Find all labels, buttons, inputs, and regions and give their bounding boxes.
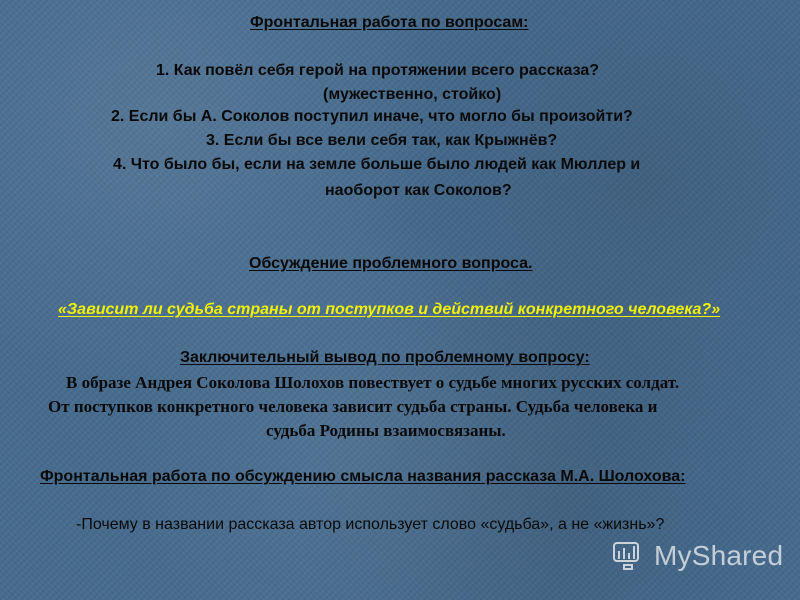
conclusion-line-1: В образе Андрея Соколова Шолохов повествует о судьбе многих русских солдат. (66, 373, 680, 392)
page-title: Фронтальная работа по вопросам: (250, 14, 529, 31)
watermark-text: MyShared (654, 540, 784, 571)
question-1: 1. Как повёл себя герой на протяжении всего рассказа? (156, 62, 600, 79)
question-4-continuation: наоборот как Соколов? (325, 182, 512, 199)
myshared-logo-icon (612, 539, 646, 573)
conclusion-heading: Заключительный вывод по проблемному вопросу: (180, 349, 590, 366)
final-question: -Почему в названии рассказа автор использует слово «судьба», а не «жизнь»? (76, 516, 665, 533)
conclusion-line-3: судьба Родины взаимосвязаны. (266, 421, 506, 440)
discussion-heading: Обсуждение проблемного вопроса. (249, 255, 533, 272)
question-1-answer: (мужественно, стойко) (323, 86, 502, 103)
problem-question: «Зависит ли судьба страны от поступков и действий конкретного человека?» (58, 301, 721, 318)
conclusion-line-2: От поступков конкретного человека зависит судьба страны. Судьба человека и (48, 397, 658, 416)
question-3: 3. Если бы все вели себя так, как Крыжнёв? (206, 132, 558, 149)
title-work-heading: Фронтальная работа по обсуждению смысла названия рассказа М.А. Шолохова: (40, 468, 686, 485)
watermark (612, 538, 782, 574)
question-4: 4. Что было бы, если на земле больше было людей как Мюллер и (113, 156, 641, 173)
question-2: 2. Если бы А. Соколов поступил иначе, что могло бы произойти? (111, 108, 633, 125)
